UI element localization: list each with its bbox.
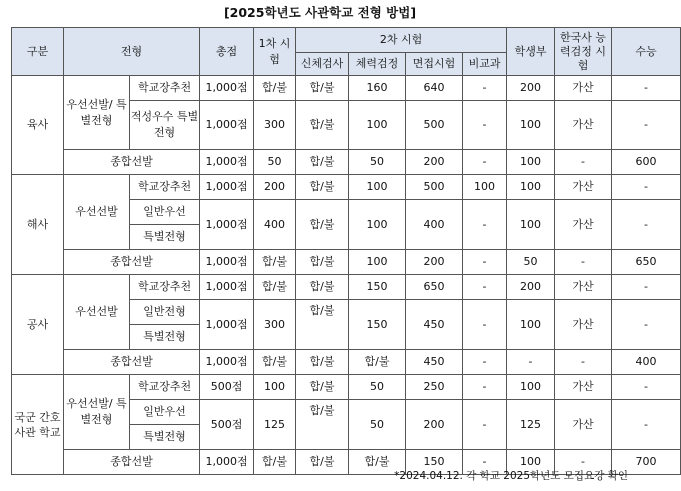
cell-record: 125 <box>507 400 555 450</box>
cell-record: 100 <box>507 175 555 200</box>
cell-history: 가산 <box>555 175 612 200</box>
cell-history: 가산 <box>555 375 612 400</box>
cell-record: 200 <box>507 76 555 101</box>
cell-extra: - <box>463 450 507 475</box>
cell-interview: 200 <box>406 150 463 175</box>
col-header-interview: 면접시험 <box>406 53 463 76</box>
cell-sat: - <box>612 300 681 350</box>
col-header-extracurricular: 비교과 <box>463 53 507 76</box>
cell-interview: 650 <box>406 275 463 300</box>
cell-fitness: 100 <box>349 175 406 200</box>
cell-fitness: 100 <box>349 250 406 275</box>
track-name: 특별전형 <box>130 425 200 450</box>
track-name: 학교장추천 <box>130 76 200 101</box>
track-group: 우선선발 <box>64 275 130 350</box>
col-header-second-exam: 2차 시험 <box>296 28 507 53</box>
cell-total: 1,000점 <box>200 275 254 300</box>
table-row <box>12 250 681 275</box>
cell-record: 100 <box>507 150 555 175</box>
table-row <box>12 150 681 175</box>
track-name: 학교장추천 <box>130 175 200 200</box>
cell-record: 50 <box>507 250 555 275</box>
cell-fitness: 100 <box>349 200 406 250</box>
cell-sat: 600 <box>612 150 681 175</box>
cell-record: 100 <box>507 375 555 400</box>
cell-interview: 450 <box>406 300 463 350</box>
cell-history: - <box>555 450 612 475</box>
cell-first: 50 <box>254 150 296 175</box>
cell-extra: - <box>463 375 507 400</box>
cell-fitness: 100 <box>349 101 406 150</box>
cell-fitness: 50 <box>349 150 406 175</box>
track-name: 학교장추천 <box>130 375 200 400</box>
cell-sat: - <box>612 175 681 200</box>
cell-history: - <box>555 350 612 375</box>
cell-record: 100 <box>507 200 555 250</box>
table-row <box>12 375 681 400</box>
header-row <box>12 28 681 53</box>
cell-first: 300 <box>254 101 296 150</box>
cell-physical: 합/불 <box>296 200 349 250</box>
cell-total: 1,000점 <box>200 300 254 350</box>
cell-total: 1,000점 <box>200 150 254 175</box>
track-name: 종합선발 <box>64 450 200 475</box>
cell-first: 합/불 <box>254 450 296 475</box>
cell-history: 가산 <box>555 76 612 101</box>
col-header-fitness: 체력검정 <box>349 53 406 76</box>
cell-history: 가산 <box>555 300 612 350</box>
cell-total: 1,000점 <box>200 101 254 150</box>
cell-fitness: 합/불 <box>349 350 406 375</box>
col-header-record: 학생부 <box>507 28 555 76</box>
cell-extra: - <box>463 300 507 350</box>
cell-interview: 200 <box>406 400 463 450</box>
col-header-total: 총점 <box>200 28 254 76</box>
col-header-physical: 신체검사 <box>296 53 349 76</box>
table-row <box>12 350 681 375</box>
col-header-gubun: 구분 <box>12 28 64 76</box>
table-title: [2025학년도 사관학교 전형 방법] <box>223 5 417 20</box>
track-name: 특별전형 <box>130 325 200 350</box>
table-row <box>12 275 681 300</box>
cell-extra: - <box>463 101 507 150</box>
col-header-suneung: 수능 <box>612 28 681 76</box>
cell-first: 합/불 <box>254 275 296 300</box>
cell-extra: - <box>463 76 507 101</box>
col-header-first-exam: 1차 시험 <box>254 28 296 76</box>
cell-history: 가산 <box>555 101 612 150</box>
cell-first: 합/불 <box>254 76 296 101</box>
cell-fitness: 50 <box>349 375 406 400</box>
cell-sat: 650 <box>612 250 681 275</box>
table-row <box>12 175 681 200</box>
col-header-track: 전형 <box>64 28 200 76</box>
track-name: 특별전형 <box>130 225 200 250</box>
cell-sat: - <box>612 375 681 400</box>
cell-first: 200 <box>254 175 296 200</box>
cell-physical: 합/불 <box>296 101 349 150</box>
cell-fitness: 합/불 <box>349 450 406 475</box>
cell-sat: 700 <box>612 450 681 475</box>
track-name: 일반전형 <box>130 300 200 325</box>
track-group: 우선선발 <box>64 175 130 250</box>
cell-interview: 500 <box>406 175 463 200</box>
cell-history: 가산 <box>555 400 612 450</box>
cell-total: 1,000점 <box>200 76 254 101</box>
cell-physical: 합/불 <box>296 400 349 450</box>
cell-physical: 합/불 <box>296 275 349 300</box>
track-group: 우선선발/ 특별전형 <box>64 76 130 150</box>
cell-sat: - <box>612 76 681 101</box>
cell-record: 100 <box>507 300 555 350</box>
cell-physical: 합/불 <box>296 76 349 101</box>
cell-extra: - <box>463 400 507 450</box>
cell-first: 합/불 <box>254 250 296 275</box>
cell-physical: 합/불 <box>296 175 349 200</box>
school-name: 해사 <box>12 175 64 275</box>
cell-first: 125 <box>254 400 296 450</box>
cell-interview: 400 <box>406 200 463 250</box>
cell-record: 100 <box>507 450 555 475</box>
cell-record: 200 <box>507 275 555 300</box>
school-name: 국군 간호 사관 학교 <box>12 375 64 475</box>
cell-total: 1,000점 <box>200 175 254 200</box>
school-name: 공사 <box>12 275 64 375</box>
cell-physical: 합/불 <box>296 300 349 350</box>
cell-physical: 합/불 <box>296 250 349 275</box>
track-name: 종합선발 <box>64 150 200 175</box>
cell-interview: 450 <box>406 350 463 375</box>
cell-sat: - <box>612 200 681 250</box>
cell-first: 합/불 <box>254 350 296 375</box>
track-name: 종합선발 <box>64 350 200 375</box>
cell-total: 1,000점 <box>200 350 254 375</box>
cell-extra: - <box>463 275 507 300</box>
cell-extra: - <box>463 250 507 275</box>
cell-first: 100 <box>254 375 296 400</box>
cell-interview: 640 <box>406 76 463 101</box>
cell-extra: - <box>463 350 507 375</box>
footnote: *2024.04.12. 각 학교 2025학년도 모집요강 확인 <box>394 470 628 482</box>
school-name: 육사 <box>12 76 64 175</box>
track-name: 종합선발 <box>64 250 200 275</box>
cell-fitness: 150 <box>349 300 406 350</box>
admission-table <box>11 27 681 475</box>
track-group: 우선선발/ 특별전형 <box>64 375 130 450</box>
cell-first: 300 <box>254 300 296 350</box>
cell-total: 1,000점 <box>200 450 254 475</box>
track-name: 일반우선 <box>130 200 200 225</box>
cell-total: 1,000점 <box>200 250 254 275</box>
cell-fitness: 50 <box>349 400 406 450</box>
cell-sat: 400 <box>612 350 681 375</box>
cell-history: - <box>555 250 612 275</box>
cell-physical: 합/불 <box>296 450 349 475</box>
track-name: 학교장추천 <box>130 275 200 300</box>
cell-sat: - <box>612 101 681 150</box>
cell-extra: - <box>463 150 507 175</box>
table-row <box>12 76 681 101</box>
cell-history: - <box>555 150 612 175</box>
track-name: 일반우선 <box>130 400 200 425</box>
cell-interview: 250 <box>406 375 463 400</box>
cell-physical: 합/불 <box>296 350 349 375</box>
cell-interview: 200 <box>406 250 463 275</box>
cell-record: - <box>507 350 555 375</box>
track-name: 적성우수 특별전형 <box>130 101 200 150</box>
cell-sat: - <box>612 400 681 450</box>
cell-record: 100 <box>507 101 555 150</box>
cell-total: 1,000점 <box>200 200 254 250</box>
cell-first: 400 <box>254 200 296 250</box>
cell-history: 가산 <box>555 200 612 250</box>
cell-extra: 100 <box>463 175 507 200</box>
cell-fitness: 160 <box>349 76 406 101</box>
cell-sat: - <box>612 275 681 300</box>
col-header-history: 한국사 능력검정 시험 <box>555 28 612 76</box>
cell-physical: 합/불 <box>296 375 349 400</box>
cell-history: 가산 <box>555 275 612 300</box>
cell-interview: 500 <box>406 101 463 150</box>
cell-extra: - <box>463 200 507 250</box>
cell-physical: 합/불 <box>296 150 349 175</box>
cell-interview: 150 <box>406 450 463 475</box>
cell-total: 500점 <box>200 400 254 450</box>
cell-total: 500점 <box>200 375 254 400</box>
cell-fitness: 150 <box>349 275 406 300</box>
